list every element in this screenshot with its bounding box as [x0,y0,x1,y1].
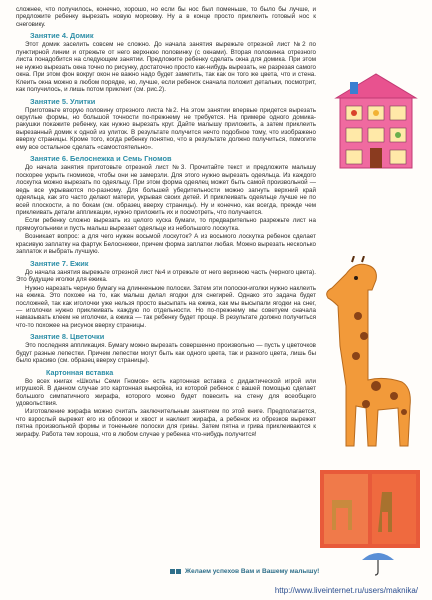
footer-wish-text: Желаем успехов Вам и Вашему малышу! [185,568,320,575]
paragraph: До начала занятия вырежьте отрезной лист №4 и отрежьте от него верхнюю часть (черного цвета). Это будущие иголки для ежика. [16,268,316,284]
paragraph: До начала занятия приготовьте отрезной лист №3. Прочитайте текст и предложите малышу поскорее укрыть гномиков, чтобы они не замерзли. Для этого нужно вырезать одеяльца. Из каждого лоскутка можно вырезать по одеяльцу. При этом форма одеялец может быть самой произвольной — ведь все укрываются по-разному. Для большей убедительности можно загнуть верхний край одеяльца, как это часто делают матери, укрывая своих детей. И приклеивать одеяльце лучше не по всей плоскости, а по бокам (см. образец вверху страницы). Ну и конечно, как всегда, прежде чем приклеивать детали аппликации, нужно приложить их и посмотреть, что получается. [16,164,316,216]
paragraph: Во всех книгах «Школы Семи Гномов» есть картонная вставка с дидактической игрой или игрушкой. В данном случае это картонная выкройка, из которой ребенок с вашей помощью сделает большого симпатичного жирафа, которого можно будет повесить на стену для всеобщего удовольствия. [16,377,316,408]
paragraph: Это последняя аппликация. Бумагу можно вырезать совершенно произвольно — пусть у цветочков будут разные лепестки. Причем лепестки могут быть как одного цвета, так и разного цвета, лишь бы было красиво (см. образец вверху страницы). [16,342,316,365]
section-heading: Занятие 7. Ежик [30,258,89,268]
section-heading: Занятие 5. Улитки [30,96,96,106]
paragraph: Возникает вопрос: а для чего нужен восьмой лоскуток? А из восьмого лоскутка ребенок сделает красивую заплатку на фартук Белоснежки, причем форма заплатки любая. Можно вырезать несколько заплаток и выбрать лучшую. [16,233,316,256]
cardboard-insert-picture [320,470,420,548]
paragraph: Изготовление жирафа можно считать заключительным занятием по этой книге. Предполагается, что взрослый вырежет его из обложки и хвост и наклеит жирафа, а ребенок из обрезков вырежет пятна произвольной формы и тоненькие полоски для гривы. Затем пятна и грива приклеиваются к жирафу. Работа тем хороша, что в любом случае у ребенка что-нибудь получится! [16,408,316,438]
section-heading: Занятие 6. Белоснежка и Семь Гномов [30,154,172,164]
giraffe-illustration [316,256,432,466]
umbrella-icon [360,546,396,576]
house-illustration [330,70,422,170]
square-bullet-icon [170,569,175,574]
source-url[interactable]: http://www.liveinternet.ru/users/maknika/ [274,586,418,595]
paragraph: Приготовьте вторую половину отрезного листа №2. На этом занятии впервые придется вырезать округлые формы, но большой точности по-прежнему не требуется. На примере одного домика-ракушки покажите ребенку, как нужно вырезать круг. Дайте малышу приложить, а затем приклеить вырезанный домик к одной из улиток. В результате получится нечто подобное тому, что изображено вверху страницы. Кроме того, когда ребенку понятно, что в результате должно получиться, помогите ему все остальное сделать «самостоятельно». [16,106,316,151]
section-heading: Занятие 4. Домик [30,31,94,41]
square-bullet-icon [176,569,181,574]
paragraph: Если ребенку сложно вырезать из целого куска бумаги, то предварительно разрежьте лист на прямоугольники и пусть малыш вырезает одеяльце из небольшого лоскутка. [16,217,316,232]
intro-paragraph: сложнее, что получилось, конечно, хорошо, но если бы нос был поменьше, то было бы лучше, и предложите ребенку вырезать новую морковку. Ну а в конце просто приклеить готовый нос к снеговику. [16,6,316,28]
paragraph: Нужно нарезать черную бумагу на длинненькие полоски. Затем эти полоски-иголки нужно наклеить на ежика. Это похоже на то, как малыш делал ягодки для снегирей. Однако это задача будет посложней, так как иголочки уже нельзя просто высыпать на ежика, как мы высыпали ягодки на снег, — иголочки нужно приклеивать каждую по отдельности. Но по-прежнему мы советуем сначала намазывать клеем не иголочки, а ежика — так ребенку будет проще. В результате должно получиться что-то похожее на рисунок вверху страницы. [16,284,316,329]
text-column [16,6,316,439]
footer-wish [170,568,319,575]
section-heading: Занятие 8. Цветочки [30,332,105,342]
paragraph: Этот домик заселить совсем не сложно. До начала занятия вырежьте отрезной лист №2 по пунктирной линии и отрежьте от него верхнюю половинку (с окнами). Вторая половинка отрезного листа понадобится на следующем занятии. Предложите ребенку сделать окна для домика. При этом не нужно вырезать окна точно по рисунку, достаточно просто как-нибудь вырезать, не разрезая самого окна. При этом фон вокруг окон не важно надо будет заметить, так как он того же цвета, что и стена. Клеить окна можно в любом порядке, но, лучше, если ребенок сначала положит детальки, посмотрит, как получилось, и лишь потом приклеит (см. рис.2). [16,41,316,94]
insert-heading: Картонная вставка [46,367,114,377]
